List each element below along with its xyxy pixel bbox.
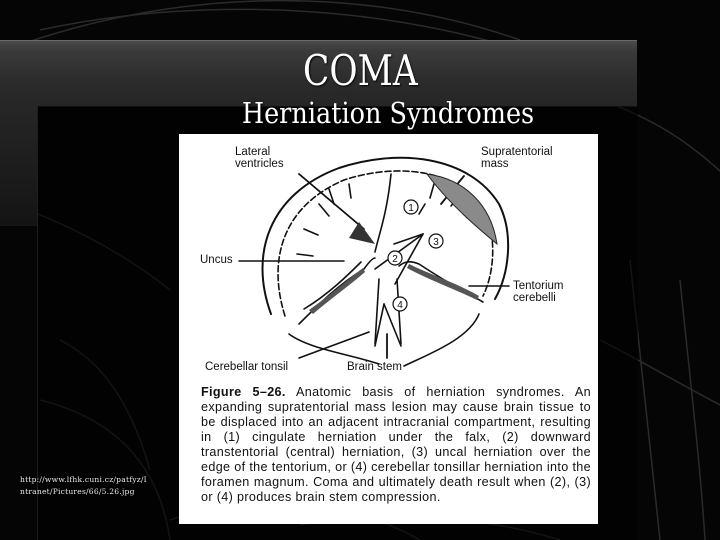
label-uncus: Uncus — [200, 254, 233, 266]
label-line: Supratentorial — [481, 146, 553, 158]
label-lateral-ventricles — [235, 146, 284, 170]
marker-2: 2 — [392, 254, 398, 265]
label-line: Tentorium — [513, 280, 564, 292]
caption-text: Anatomic basis of herniation syndromes. An expanding supratentorial mass lesion may cause brain tissue to be displaced into an adjacent intracranial compartment, resulting in (1) cingulate herniation under the falx, (2) downward transtentorial (central) herniation, (3) uncal herniation over the edge of the tentorium, or (4) cerebellar tonsillar herniation into the foramen magnum. Coma and ultimately death result when (2), (3) or (4) produces brain stem compression. — [201, 385, 591, 504]
side-panel — [0, 106, 37, 226]
herniation-figure — [179, 134, 598, 524]
label-line: Lateral — [235, 146, 271, 158]
marker-3: 3 — [433, 237, 439, 248]
marker-1: 1 — [408, 203, 414, 214]
slide-title: COMA — [302, 46, 418, 95]
label-line: ventricles — [235, 158, 284, 170]
brain-coronal-diagram — [179, 134, 598, 384]
label-brain-stem: Brain stem — [347, 361, 402, 373]
label-cerebellar-tonsil: Cerebellar tonsil — [205, 361, 289, 373]
source-url-line: http://www.lfhk.cuni.cz/patfyz/I — [20, 475, 147, 484]
label-line: cerebelli — [513, 292, 556, 304]
figure-caption — [201, 385, 591, 505]
source-url — [20, 474, 180, 498]
figure-number: Figure 5–26. — [201, 385, 286, 399]
label-tentorium-cerebelli — [513, 280, 564, 304]
source-url-line: ntranet/Pictures/66/5.26.jpg — [20, 487, 135, 496]
label-line: mass — [481, 158, 509, 170]
label-supratentorial-mass — [481, 146, 553, 170]
slide-subtitle: Herniation Syndromes — [241, 96, 535, 130]
marker-4: 4 — [397, 300, 403, 311]
